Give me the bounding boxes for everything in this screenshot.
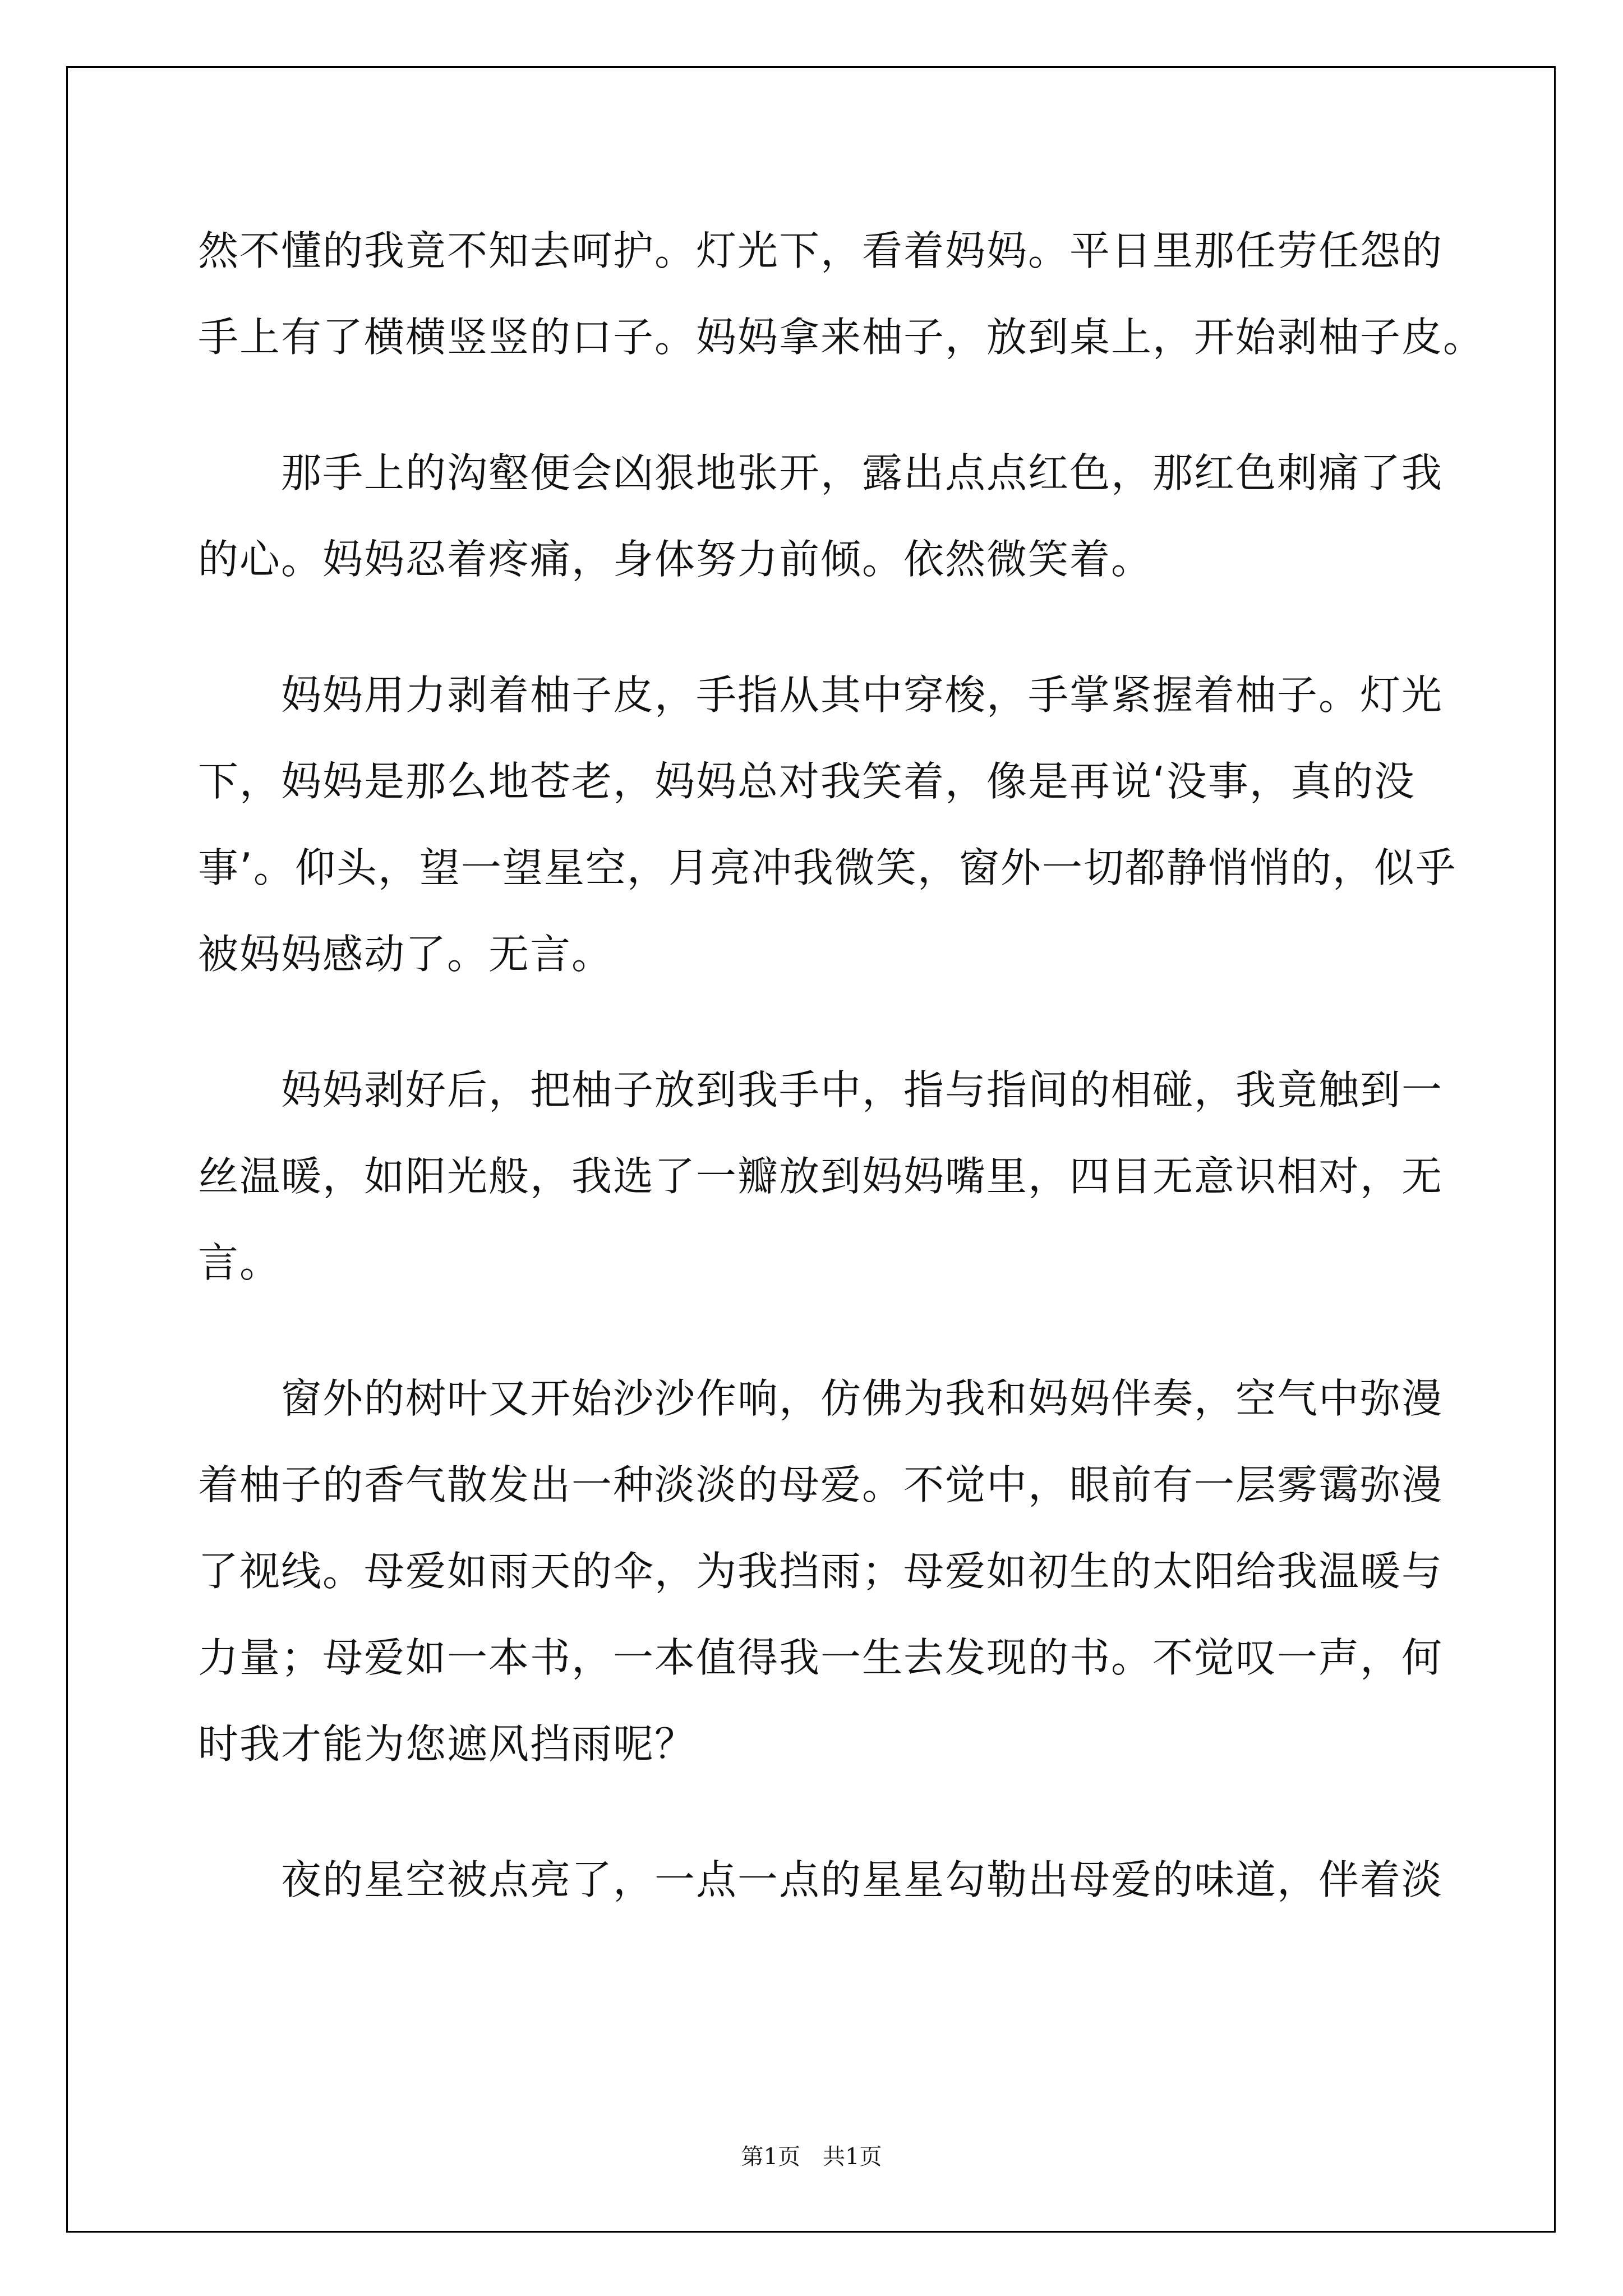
- text-line: 言。: [198, 1239, 282, 1286]
- page-number: 第1页 共1页: [741, 2144, 882, 2170]
- text-line: 妈妈用力剥着柚子皮，手指从其中穿梭，手掌紧握着柚子。灯光: [198, 671, 1444, 719]
- text-line: 丝温暖，如阳光般，我选了一瓣放到妈妈嘴里，四目无意识相对，无: [198, 1153, 1444, 1200]
- text-line: 然不懂的我竟不知去呵护。灯光下，看着妈妈。平日里那任劳任怨的: [198, 227, 1444, 274]
- text-line: 的心。妈妈忍着疼痛，身体努力前倾。依然微笑着。: [198, 536, 1153, 583]
- text-line: 窗外的树叶又开始沙沙作响，仿佛为我和妈妈伴奏，空气中弥漫: [198, 1375, 1444, 1422]
- text-line: 事’。仰头，望一望星空，月亮冲我微笑，窗外一切都静悄悄的，似乎: [198, 844, 1457, 891]
- paragraph: [198, 1355, 1444, 1787]
- paragraph: [198, 652, 1457, 997]
- text-line: 那手上的沟壑便会凶狠地张开，露出点点红色，那红色刺痛了我: [198, 449, 1444, 496]
- paragraph: [198, 208, 1485, 380]
- text-line: 被妈妈感动了。无言。: [198, 931, 614, 978]
- text-line: 着柚子的香气散发出一种淡淡的母爱。不觉中，眼前有一层雾霭弥漫: [198, 1461, 1444, 1508]
- text-line: 妈妈剥好后，把柚子放到我手中，指与指间的相碰，我竟触到一: [198, 1066, 1444, 1114]
- document-body: [198, 208, 1485, 1923]
- text-line: 下，妈妈是那么地苍老，妈妈总对我笑着，像是再说‘没事，真的没: [198, 758, 1415, 805]
- text-line: 力量；母爱如一本书，一本值得我一生去发现的书。不觉叹一声，何: [198, 1634, 1444, 1681]
- paragraph: [198, 1047, 1444, 1306]
- text-line: 了视线。母爱如雨天的伞，为我挡雨；母爱如初生的太阳给我温暖与: [198, 1548, 1444, 1595]
- text-line: 时我才能为您遮风挡雨呢？: [198, 1720, 697, 1768]
- text-line: 手上有了横横竖竖的口子。妈妈拿来柚子，放到桌上，开始剥柚子皮。: [198, 314, 1485, 361]
- page-footer: [0, 2139, 1623, 2171]
- paragraph: [198, 1837, 1444, 1923]
- text-line: 夜的星空被点亮了，一点一点的星星勾勒出母爱的味道，伴着淡: [198, 1856, 1444, 1903]
- paragraph: [198, 430, 1444, 602]
